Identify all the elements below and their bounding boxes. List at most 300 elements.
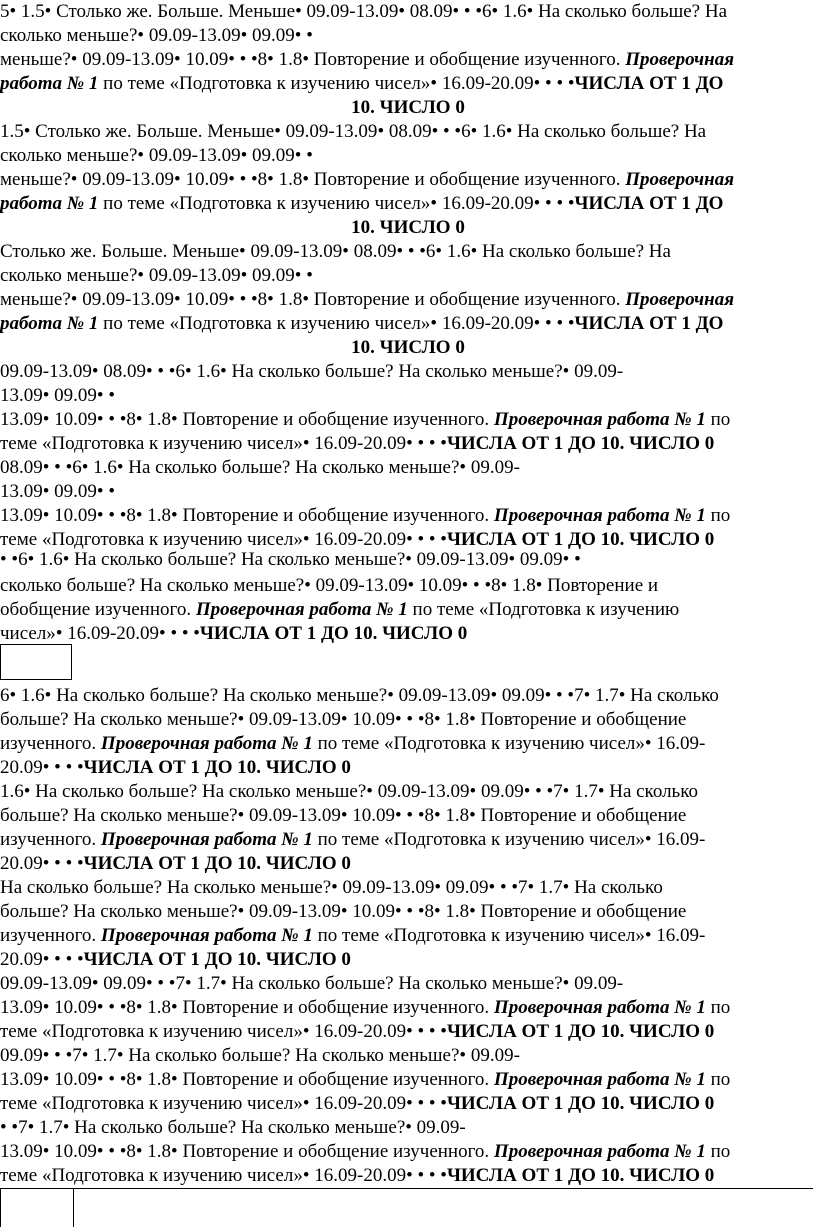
text-line: [0, 456, 520, 480]
text-run: 1.5: [0, 121, 24, 142]
bullet-glyph: •: [406, 709, 414, 730]
text-run: по теме «Подготовка к изучению чисел»: [312, 925, 645, 946]
text-run: 6: [0, 685, 10, 706]
bullet-glyph: •: [65, 949, 73, 970]
bullet-glyph: •: [108, 1069, 115, 1090]
bullet-glyph: •: [469, 901, 476, 922]
bullet-glyph: •: [567, 193, 575, 214]
text-line: [0, 96, 816, 120]
bullet-glyph: •: [306, 265, 313, 286]
text-run: по теме «Подготовка к изучению чисел»: [98, 193, 431, 214]
bullet-glyph: •: [454, 121, 462, 142]
text-run: 10.09: [347, 709, 396, 730]
bullet-glyph: •: [562, 781, 570, 802]
text-run: 8: [257, 289, 268, 310]
bullet-glyph: •: [491, 1, 499, 22]
bullet-glyph: •: [407, 241, 415, 262]
bullet-glyph: •: [545, 313, 552, 334]
bullet-glyph: •: [406, 1165, 413, 1186]
text-run: 7: [72, 1045, 82, 1066]
bullet-glyph: •: [62, 1117, 70, 1138]
text-run: 7: [574, 685, 584, 706]
bullet-glyph: •: [406, 1021, 413, 1042]
text-run: изученного.: [0, 733, 101, 754]
bullet-glyph: •: [135, 1069, 143, 1090]
text-run: 10. ЧИСЛО 0: [351, 97, 465, 118]
bullet-glyph: •: [42, 1045, 50, 1066]
text-run: На сколько больше? На: [533, 1, 728, 22]
bullet-glyph: •: [42, 385, 50, 406]
text-run: Проверочная: [625, 49, 734, 70]
text-line: [0, 480, 115, 504]
bullet-glyph: •: [108, 1141, 115, 1162]
bullet-glyph: •: [440, 1093, 447, 1114]
bullet-glyph: •: [526, 1, 534, 22]
text-run: Проверочная работа № 1: [100, 925, 313, 946]
bullet-glyph: •: [62, 549, 70, 570]
text-run: 09.09: [0, 1045, 43, 1066]
bullet-glyph: •: [461, 575, 469, 596]
text-run: ЧИСЛА ОТ 1 ДО 10. ЧИСЛО 0: [446, 529, 715, 550]
text-run: Повторение и обобщение изученного.: [308, 289, 626, 310]
bullet-glyph: •: [116, 1045, 124, 1066]
text-run: 09.09-: [466, 457, 520, 478]
bullet-glyph: •: [407, 575, 415, 596]
bullet-glyph: •: [500, 575, 508, 596]
bullet-glyph: •: [42, 757, 50, 778]
bullet-glyph: •: [54, 853, 61, 874]
bullet-glyph: •: [331, 877, 338, 898]
bullet-glyph: •: [240, 25, 248, 46]
bullet-glyph: •: [193, 623, 200, 644]
text-run: Столько же. Больше. Меньше: [51, 1, 296, 22]
text-run: 6: [481, 1, 492, 22]
text-run: 09.09-13.09: [144, 145, 241, 166]
text-run: 13.09: [0, 409, 43, 430]
text-line: [0, 408, 730, 432]
text-run: 1.8: [440, 709, 470, 730]
text-run: Повторение и обобщение изученного.: [177, 1141, 494, 1162]
bullet-glyph: •: [417, 709, 425, 730]
bullet-glyph: •: [159, 623, 166, 644]
text-line: [0, 574, 658, 598]
bullet-glyph: •: [174, 49, 181, 70]
text-line: [0, 1068, 730, 1092]
bullet-glyph: •: [295, 1, 302, 22]
text-line: [0, 1140, 730, 1164]
bullet-glyph: •: [459, 1045, 467, 1066]
bullet-glyph: •: [42, 1069, 50, 1090]
bullet-glyph: •: [267, 49, 274, 70]
bullet-glyph: •: [135, 997, 143, 1018]
text-run: по теме «Подготовка к изучению: [407, 599, 680, 620]
bullet-glyph: •: [644, 925, 652, 946]
bullet-glyph: •: [419, 241, 426, 262]
text-run: 16.09-20.09: [437, 193, 534, 214]
bullet-glyph: •: [433, 901, 441, 922]
bullet-glyph: •: [27, 1117, 35, 1138]
text-run: по: [705, 409, 731, 430]
text-run: Повторение и обобщение изученного.: [308, 169, 626, 190]
text-run: 09.09-13.09: [372, 781, 470, 802]
text-run: На сколько больше? На: [477, 241, 671, 262]
text-run: ЧИСЛА ОТ 1 ДО: [574, 193, 724, 214]
text-run: теме «Подготовка к изучению чисел»: [0, 1093, 303, 1114]
bullet-glyph: •: [302, 433, 310, 454]
text-line: [0, 948, 351, 972]
bullet-glyph: •: [473, 575, 480, 596]
bullet-glyph: •: [417, 1021, 425, 1042]
bullet-glyph: •: [228, 169, 235, 190]
text-run: ЧИСЛА ОТ 1 ДО 10. ЧИСЛО 0: [83, 853, 351, 874]
text-run: 09.09-: [411, 1117, 466, 1138]
bullet-glyph: •: [96, 1069, 104, 1090]
text-run: 1.8: [142, 1141, 172, 1162]
text-run: 09.09-13.09: [0, 973, 92, 994]
text-run: 16.09-: [651, 925, 706, 946]
text-run: 09.09-: [569, 973, 624, 994]
text-run: 5: [0, 1, 10, 22]
text-run: 16.09-20.09: [437, 73, 534, 94]
text-run: 8: [424, 709, 434, 730]
text-run: ЧИСЛА ОТ 1 ДО 10. ЧИСЛО 0: [83, 757, 351, 778]
bullet-glyph: •: [644, 829, 652, 850]
bullet-glyph: •: [54, 457, 61, 478]
text-run: Проверочная работа № 1: [493, 1069, 706, 1090]
text-run: На сколько больше? На сколько меньше?: [123, 457, 460, 478]
text-line: [0, 804, 686, 828]
text-run: Проверочная работа № 1: [100, 829, 313, 850]
text-run: по теме «Подготовка к изучению чисел»: [312, 829, 645, 850]
text-line: [0, 1044, 520, 1068]
bullet-glyph: •: [70, 289, 78, 310]
text-run: 09.09-13.09: [310, 575, 408, 596]
bullet-glyph: •: [65, 853, 73, 874]
text-run: На сколько больше? На сколько меньше?: [69, 549, 406, 570]
text-run: работа № 1: [0, 313, 99, 334]
text-run: 1.6: [191, 361, 221, 382]
bullet-glyph: •: [70, 169, 78, 190]
text-run: 1.6: [16, 685, 45, 706]
bullet-glyph: •: [42, 1141, 50, 1162]
bullet-glyph: •: [171, 1141, 178, 1162]
text-run: 10.09: [180, 289, 229, 310]
bullet-glyph: •: [342, 241, 349, 262]
text-line: [0, 312, 723, 336]
text-run: 10.09: [180, 169, 229, 190]
text-run: по: [705, 1141, 731, 1162]
text-run: На сколько больше? На сколько меньше?: [226, 361, 563, 382]
text-line: [0, 24, 313, 48]
bullet-glyph: •: [81, 1045, 89, 1066]
text-run: сколько меньше?: [0, 265, 138, 286]
bullet-glyph: •: [398, 1, 405, 22]
text-line: [0, 1164, 714, 1188]
bullet-glyph: •: [469, 781, 477, 802]
bullet-glyph: •: [567, 685, 575, 706]
bullet-glyph: •: [428, 529, 436, 550]
text-run: 10.09: [347, 901, 396, 922]
bullet-glyph: •: [452, 1, 460, 22]
text-line: [0, 240, 671, 264]
text-run: Проверочная работа № 1: [493, 997, 706, 1018]
text-line: [0, 168, 734, 192]
bullet-glyph: •: [470, 241, 478, 262]
text-run: ЧИСЛА ОТ 1 ДО 10. ЧИСЛО 0: [199, 623, 468, 644]
bullet-glyph: •: [396, 241, 404, 262]
text-run: по теме «Подготовка к изучению чисел»: [312, 733, 645, 754]
text-run: 10.09: [49, 505, 97, 526]
bullet-glyph: •: [533, 193, 541, 214]
text-run: больше? На сколько меньше?: [0, 709, 238, 730]
bullet-glyph: •: [54, 1045, 61, 1066]
bullet-glyph: •: [556, 193, 564, 214]
text-run: теме «Подготовка к изучению чисел»: [0, 433, 303, 454]
bullet-glyph: •: [157, 361, 165, 382]
bullet-glyph: •: [440, 433, 447, 454]
text-run: 1.7: [88, 1045, 117, 1066]
bullet-glyph: •: [556, 685, 563, 706]
text-run: 6: [461, 121, 471, 142]
text-run: Проверочная работа № 1: [493, 505, 706, 526]
text-line: [0, 1092, 714, 1116]
text-run: 09.09-13.09: [77, 49, 175, 70]
bullet-glyph: •: [108, 997, 115, 1018]
bullet-glyph: •: [433, 805, 441, 826]
text-run: Повторение и: [542, 575, 659, 596]
bullet-glyph: •: [562, 877, 570, 898]
text-run: 09.09-13.09: [244, 805, 341, 826]
text-run: изученного.: [0, 925, 101, 946]
text-run: 09.09: [515, 549, 563, 570]
bullet-glyph: •: [11, 549, 19, 570]
bullet-glyph: •: [23, 781, 31, 802]
text-run: ЧИСЛА ОТ 1 ДО: [574, 73, 724, 94]
text-run: сколько больше? На сколько меньше?: [0, 575, 305, 596]
bullet-glyph: •: [574, 549, 581, 570]
text-run: 16.09-20.09: [309, 1165, 407, 1186]
bullet-glyph: •: [54, 757, 61, 778]
text-run: Повторение и обобщение изученного.: [177, 997, 494, 1018]
bullet-glyph: •: [340, 805, 348, 826]
bullet-glyph: •: [440, 529, 447, 550]
text-run: 7: [18, 1117, 28, 1138]
bullet-glyph: •: [65, 457, 73, 478]
text-run: На сколько больше? На: [512, 121, 707, 142]
text-run: 1.8: [273, 169, 303, 190]
bullet-glyph: •: [508, 549, 516, 570]
text-run: 09.09: [49, 385, 97, 406]
text-run: больше? На сколько меньше?: [0, 901, 238, 922]
bullet-glyph: •: [0, 1117, 7, 1138]
bullet-glyph: •: [76, 949, 84, 970]
text-run: 08.09: [98, 361, 146, 382]
bullet-glyph: •: [91, 361, 99, 382]
text-run: 7: [518, 877, 528, 898]
bullet-glyph: •: [267, 169, 274, 190]
bullet-glyph: •: [0, 549, 7, 570]
bullet-glyph: •: [366, 781, 373, 802]
bullet-glyph: •: [417, 901, 425, 922]
text-line: [0, 780, 698, 804]
bullet-glyph: •: [239, 241, 246, 262]
bullet-glyph: •: [119, 409, 127, 430]
table-column-divider: [73, 1189, 74, 1227]
bullet-glyph: •: [440, 1165, 447, 1186]
bullet-glyph: •: [417, 1093, 425, 1114]
text-run: больше? На сколько меньше?: [0, 805, 238, 826]
bullet-glyph: •: [119, 505, 127, 526]
bullet-glyph: •: [428, 1165, 436, 1186]
bullet-glyph: •: [302, 169, 309, 190]
text-line: [0, 1020, 714, 1044]
text-run: 10. ЧИСЛО 0: [351, 217, 465, 238]
text-run: 6: [175, 361, 185, 382]
text-line: [0, 192, 723, 216]
text-run: На сколько больше? На сколько меньше?: [123, 1045, 460, 1066]
bullet-glyph: •: [42, 997, 50, 1018]
text-run: 1.6: [34, 549, 63, 570]
bullet-glyph: •: [168, 361, 176, 382]
bullet-glyph: •: [54, 949, 61, 970]
bullet-glyph: •: [488, 877, 496, 898]
bullet-glyph: •: [96, 385, 104, 406]
bullet-glyph: •: [96, 1141, 104, 1162]
text-run: 16.09-20.09: [309, 433, 407, 454]
bullet-glyph: •: [135, 1141, 143, 1162]
bullet-glyph: •: [108, 409, 115, 430]
text-line: [0, 120, 706, 144]
text-run: 09.09-13.09: [245, 241, 343, 262]
text-line: [0, 622, 467, 646]
bullet-glyph: •: [556, 73, 564, 94]
text-run: 8: [257, 169, 268, 190]
text-run: сколько меньше?: [0, 25, 138, 46]
bullet-glyph: •: [184, 361, 192, 382]
bullet-glyph: •: [302, 1165, 310, 1186]
text-run: 10.09: [49, 1069, 97, 1090]
text-run: Проверочная работа № 1: [493, 409, 706, 430]
bullet-glyph: •: [294, 265, 302, 286]
text-run: 09.09-13.09: [144, 25, 241, 46]
text-run: 09.09: [247, 145, 295, 166]
bullet-glyph: •: [174, 169, 181, 190]
bullet-glyph: •: [65, 757, 73, 778]
bullet-glyph: •: [567, 73, 575, 94]
text-run: меньше?: [0, 49, 71, 70]
bullet-glyph: •: [168, 973, 176, 994]
text-run: 10.09: [49, 997, 97, 1018]
text-run: Проверочная работа № 1: [195, 599, 408, 620]
text-run: 09.09-13.09: [301, 1, 399, 22]
bullet-glyph: •: [9, 1, 17, 22]
text-run: 09.09: [497, 685, 545, 706]
text-run: Проверочная работа № 1: [100, 733, 313, 754]
bullet-glyph: •: [527, 877, 535, 898]
bullet-glyph: •: [583, 685, 591, 706]
bullet-glyph: •: [135, 505, 143, 526]
bullet-glyph: •: [108, 481, 115, 502]
text-run: 09.09-13.09: [411, 549, 509, 570]
text-run: 8: [424, 805, 434, 826]
bullet-glyph: •: [546, 781, 554, 802]
bullet-glyph: •: [545, 73, 552, 94]
text-run: 1.7: [34, 1117, 63, 1138]
text-line: [0, 432, 714, 456]
bullet-glyph: •: [535, 781, 542, 802]
bullet-glyph: •: [302, 529, 310, 550]
bullet-glyph: •: [81, 457, 89, 478]
text-run: Повторение и обобщение: [475, 805, 687, 826]
text-run: ЧИСЛА ОТ 1 ДО: [574, 313, 724, 334]
text-run: Проверочная работа № 1: [493, 1141, 706, 1162]
text-run: 08.09: [0, 457, 43, 478]
text-line: [0, 72, 723, 96]
text-line: [0, 548, 581, 572]
text-line: [0, 336, 816, 360]
bullet-glyph: •: [171, 409, 178, 430]
bullet-glyph: •: [395, 901, 402, 922]
text-run: 1.7: [534, 877, 563, 898]
text-run: ЧИСЛА ОТ 1 ДО 10. ЧИСЛО 0: [446, 1093, 715, 1114]
text-line: [0, 216, 816, 240]
bullet-glyph: •: [428, 1093, 436, 1114]
bullet-glyph: •: [240, 145, 248, 166]
text-run: 8: [126, 997, 136, 1018]
bullet-glyph: •: [523, 781, 531, 802]
text-run: по теме «Подготовка к изучению чисел»: [98, 73, 431, 94]
text-run: Столько же. Больше. Меньше: [0, 241, 240, 262]
text-run: 16.09-: [651, 829, 706, 850]
text-run: 09.09-13.09: [337, 877, 435, 898]
text-run: 09.09-13.09: [77, 169, 175, 190]
text-run: 10.09: [49, 409, 97, 430]
bullet-glyph: •: [440, 1021, 447, 1042]
bullet-glyph: •: [511, 877, 518, 898]
text-run: 09.09: [441, 877, 489, 898]
bullet-glyph: •: [484, 575, 492, 596]
bullet-glyph: •: [490, 685, 498, 706]
text-run: сколько меньше?: [0, 145, 138, 166]
text-line: [0, 360, 623, 384]
text-line: [0, 1116, 466, 1140]
bullet-glyph: •: [505, 121, 513, 142]
bullet-glyph: •: [443, 121, 450, 142]
bullet-glyph: •: [228, 289, 235, 310]
text-run: работа № 1: [0, 73, 99, 94]
bullet-glyph: •: [556, 313, 564, 334]
text-run: 08.09: [348, 241, 397, 262]
bullet-glyph: •: [597, 781, 605, 802]
text-run: 1.8: [507, 575, 536, 596]
bullet-glyph: •: [470, 121, 478, 142]
text-run: по теме «Подготовка к изучению чисел»: [98, 313, 431, 334]
text-run: теме «Подготовка к изучению чисел»: [0, 1165, 303, 1186]
bullet-glyph: •: [644, 733, 652, 754]
bullet-glyph: •: [567, 313, 575, 334]
bullet-glyph: •: [23, 121, 31, 142]
empty-box: [0, 644, 72, 680]
text-run: 20.09: [0, 853, 43, 874]
text-run: 10.09: [180, 49, 229, 70]
text-run: 1.6: [442, 241, 471, 262]
text-run: 09.09: [247, 25, 295, 46]
bullet-glyph: •: [44, 1, 52, 22]
bullet-glyph: •: [42, 409, 50, 430]
bullet-glyph: •: [469, 709, 476, 730]
bullet-glyph: •: [430, 73, 438, 94]
bullet-glyph: •: [174, 289, 181, 310]
